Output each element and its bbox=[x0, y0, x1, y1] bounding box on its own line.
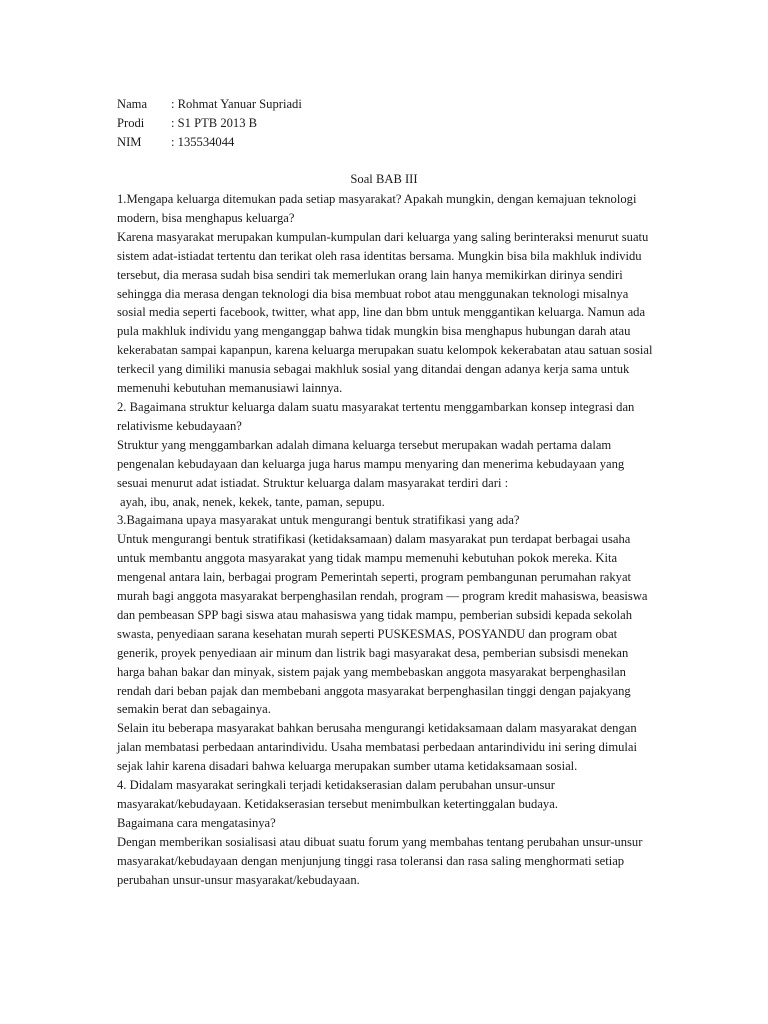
question-4: 4. Didalam masyarakat seringkali terjadi ketidakserasian dalam perubahan unsur-unsur masyarakat/kebudayaan. Ketidakserasian tersebut menimbulkan ketertinggalan budaya. bbox=[117, 778, 558, 811]
answer-2-list: ayah, ibu, anak, nenek, kekek, tante, paman, sepupu. bbox=[120, 494, 385, 509]
info-row-prodi bbox=[117, 114, 677, 133]
info-label: Prodi bbox=[117, 115, 145, 130]
info-value: : 135534044 bbox=[171, 134, 235, 149]
info-label: NIM bbox=[117, 134, 142, 149]
info-label: Nama bbox=[117, 97, 148, 111]
answer-3-continued: Selain itu beberapa masyarakat bahkan berusaha mengurangi ketidaksamaan dalam masyarakat dengan jalan membatasi perbedaan antarindividu. Usaha membatasi perbedaan antarindividu ini sering dimulai sejak lahir karena disadari bahwa keluarga merupakan sumber utama ketidaksamaan sosial. bbox=[117, 721, 638, 774]
answer-1: Karena masyarakat merupakan kumpulan-kumpulan dari keluarga yang saling berinteraksi menurut suatu sistem adat-istiadat tertentu dan terikat oleh rasa identitas bersama. Mungkin bisa bila makhluk individu tersebut, dia merasa sudah bisa sendiri tak memerlukan orang lain hanya memikirkan dirinya sendiri sehingga dia merasa dengan teknologi dia bisa membuat robot atau menggunakan teknologi misalnya sosial media seperti facebook, twitter, what app, line dan bbm untuk menggantikan keluarga. Namun ada pula makhluk individu yang menganggap bahwa tidak mungkin bisa menghapus hubungan darah atau kekerabatan sampai kapanpun, karena keluarga merupakan suatu kelompok kekerabatan atau satuan sosial terkecil yang dimiliki manusia sebagai makhluk sosial yang ditandai dengan adanya kerja sama untuk memenuhi kebutuhan memanusiawi lainnya. bbox=[117, 229, 653, 396]
question-1: 1.Mengapa keluarga ditemukan pada setiap masyarakat? Apakah mungkin, dengan kemajuan teknologi modern, bisa menghapus keluarga? bbox=[117, 192, 637, 225]
question-4-prompt: Bagaimana cara mengatasinya? bbox=[117, 815, 276, 830]
info-value: : S1 PTB 2013 B bbox=[171, 115, 258, 130]
info-row-nim bbox=[117, 133, 677, 152]
answer-2: Struktur yang menggambarkan adalah dimana keluarga tersebut merupakan wadah pertama dalam pengenalan kebudayaan dan keluarga juga harus mampu menyaring dan menerima kebudayaan yang sesuai menurut adat istiadat. Struktur keluarga dalam masyarakat terdiri dari : bbox=[117, 437, 625, 490]
info-row-nama bbox=[117, 95, 677, 114]
document-title: Soal BAB III bbox=[350, 172, 418, 186]
answer-3: Untuk mengurangi bentuk stratifikasi (ketidaksamaan) dalam masyarakat pun terdapat berbagai usaha untuk membantu anggota masyarakat yang tidak mampu memenuhi kebutuhan pokok mereka. Kita mengenal antara lain, berbagai program Pemerintah seperti, program pembangunan perumahan rakyat murah bagi anggota masyarakat berpenghasilan rendah, program — program kredit mahasiswa, beasiswa dan pembeasan SPP bagi siswa atau mahasiswa yang tidak mampu, pemberian subsidi kepada sekolah swasta, penyediaan sarana kesehatan murah seperti PUSKESMAS, POSYANDU dan program obat generik, proyek penyediaan air minum dan listrik bagi masyarakat desa, pemberian subsisdi menekan harga bahan bakar dan minyak, sistem pajak yang membebaskan anggota masyarakat berpenghasilan rendah dari beban pajak dan membebani anggota masyarakat berpenghasilan tinggi dengan pajakyang semakin berat dan sebagainya. bbox=[117, 532, 648, 717]
student-info bbox=[117, 95, 677, 152]
document-body bbox=[117, 190, 653, 890]
info-value: : Rohmat Yanuar Supriadi bbox=[171, 97, 302, 111]
answer-4: Dengan memberikan sosialisasi atau dibuat suatu forum yang membahas tentang perubahan unsur-unsur masyarakat/kebudayaan dengan menjunjung tinggi rasa toleransi dan rasa saling menghormati setiap perubahan unsur-unsur masyarakat/kebudayaan. bbox=[117, 834, 643, 887]
question-2: 2. Bagaimana struktur keluarga dalam suatu masyarakat tertentu menggambarkan konsep integrasi dan relativisme kebudayaan? bbox=[117, 399, 635, 433]
question-3: 3.Bagaimana upaya masyarakat untuk mengurangi bentuk stratifikasi yang ada? bbox=[117, 513, 520, 528]
